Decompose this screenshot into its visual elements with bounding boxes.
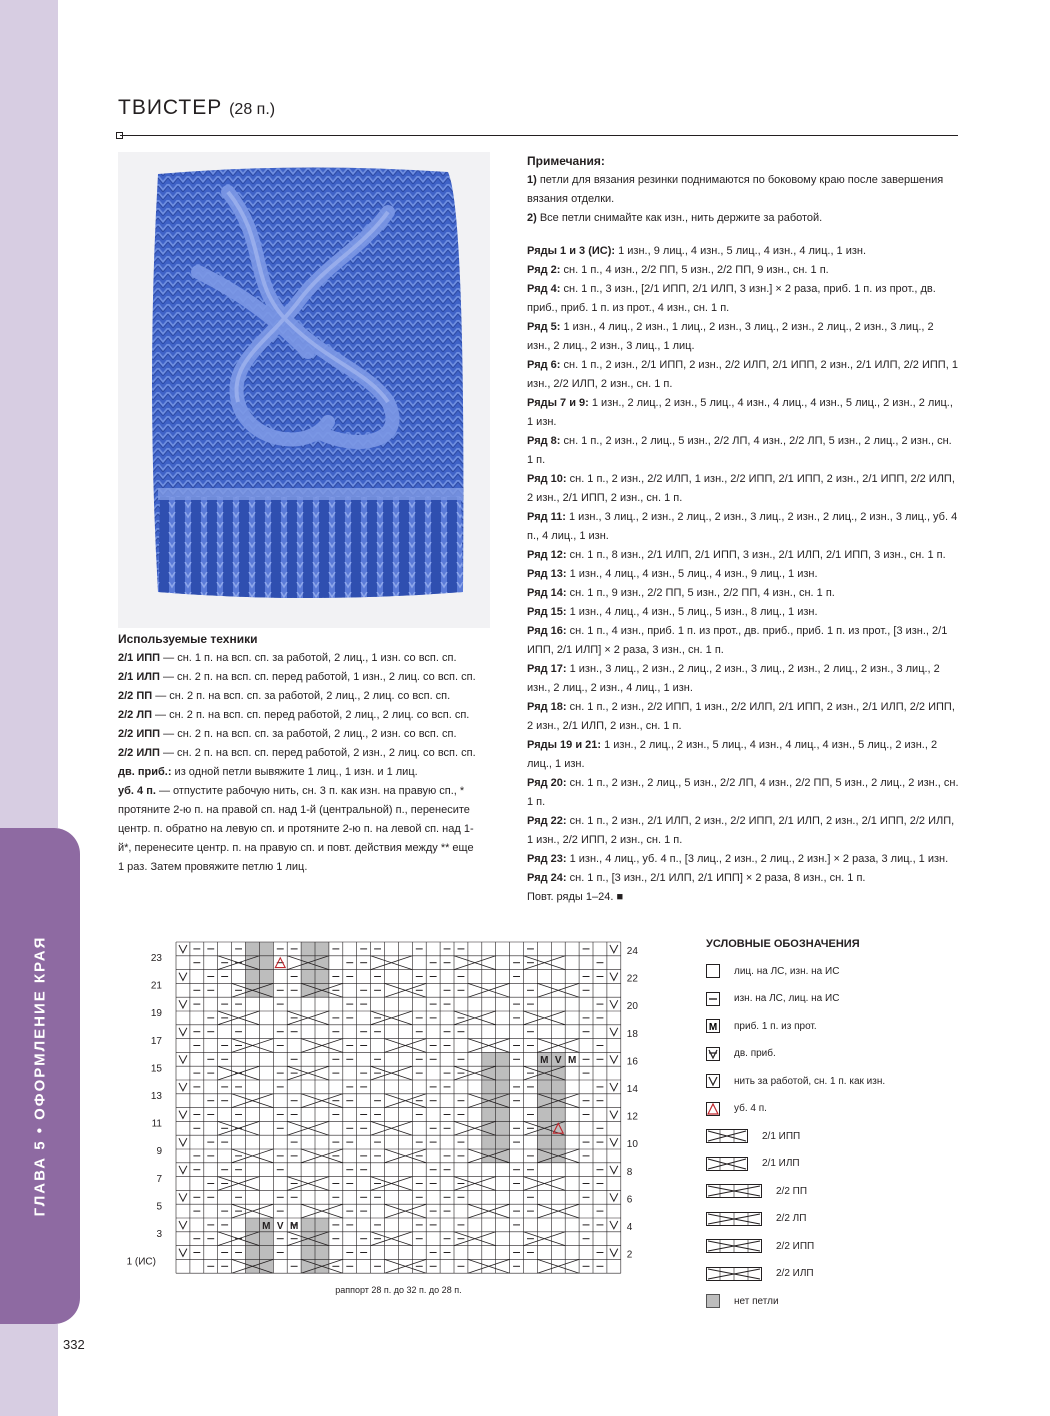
legend-label: приб. 1 п. из прот.: [734, 1020, 817, 1032]
slip-mark: [179, 1193, 187, 1201]
slip-mark: [610, 1166, 618, 1174]
row-instruction: Ряд 14: сн. 1 п., 9 изн., 2/2 ПП, 5 изн., 2/2 ПП, 4 изн., сн. 1 п.: [527, 587, 835, 599]
chart-row-label-right: 14: [626, 1084, 638, 1095]
chart-row-label-right: 6: [626, 1194, 633, 1206]
slip-mark: [610, 1111, 618, 1119]
techniques-heading: Используемые техники: [118, 632, 258, 646]
svg-text:M: M: [708, 1022, 718, 1033]
legend-row: [706, 1100, 767, 1118]
chart-row-label-right: 20: [626, 1001, 638, 1013]
chart-row-label-left: 1 (ИС): [126, 1256, 156, 1268]
slip-mark: [610, 1083, 618, 1091]
m1-mark: M: [540, 1055, 549, 1067]
row-instruction: Ряд 18: сн. 1 п., 2 изн., 2/2 ИПП, 1 изн., 2/2 ИЛП, 2/1 ИПП, 2 изн., 2/1 ИЛП, 2/2 ИПП, 2 изн., 2/1 ИЛП, 2 изн., сн. 1 п.: [527, 701, 955, 732]
legend-row: [706, 962, 840, 980]
chart-row-label-left: 21: [150, 980, 162, 992]
slip-mark: [179, 1249, 187, 1257]
row-instruction: Ряд 4: сн. 1 п., 3 изн., [2/1 ИПП, 2/1 ИЛП, 3 изн.] × 2 раза, приб. 1 п. из прот., дв. приб., приб. 1 п. из прот., 4 изн., сн. 1 п.: [527, 283, 936, 314]
legend-row: [706, 1045, 776, 1063]
slip-mark: [179, 973, 187, 981]
technique-item: уб. 4 п. — отпустите рабочую нить, сн. 3 п. как изн. на правую сп., * протяните 2-ю п. на правой сп. над 1-й (центральной) п., перенесите центр. п. обратно на левую сп. и протяните 2-ю п. на левой сп. над 1-й*, перенесите центр. п. на правую сп. и повт. действия между ** еще 1 раз. Затем провяжите петлю 1 лиц.: [118, 785, 474, 873]
row-instruction: Ряд 23: 1 изн., 4 лиц., уб. 4 п., [3 лиц., 2 изн., 2 лиц., 2 изн.] × 2 раза, 3 лиц., 1 изн.: [527, 853, 949, 865]
techniques-list: [118, 649, 478, 877]
slip-icon: [706, 1074, 720, 1088]
m1-mark: M: [262, 1220, 271, 1232]
slip-mark: [179, 1055, 187, 1063]
slip-mark: [179, 1111, 187, 1119]
technique-item: 2/2 ИПП — сн. 2 п. на всп. сп. за работой, 2 лиц., 2 изн. со всп. сп.: [118, 728, 457, 740]
row-instruction: Ряд 13: 1 изн., 4 лиц., 4 изн., 5 лиц., 4 изн., 9 лиц., 1 изн.: [527, 568, 818, 580]
slip-mark: [610, 1221, 618, 1229]
note-item: 2) Все петли снимайте как изн., нить держите за работой.: [527, 212, 823, 224]
row-instruction: Ряд 20: сн. 1 п., 2 изн., 2 лиц., 5 изн., 2/2 ЛП, 4 изн., 2/2 ПП, 5 изн., 2 лиц., 2 изн., сн. 1 п.: [527, 777, 959, 808]
knit-swatch-photo: [118, 152, 490, 628]
sidebar-top-band: [0, 0, 58, 828]
chart-row-label-left: 15: [150, 1063, 162, 1075]
legend-row: [706, 1182, 808, 1200]
chart-row-label-right: 2: [626, 1249, 633, 1261]
legend-label: 2/1 ИПП: [762, 1130, 801, 1142]
chart-row-label-right: 24: [626, 946, 638, 957]
technique-item: 2/2 ПП — сн. 2 п. на всп. сп. за работой, 2 лиц., 2 лиц. со всп. сп.: [118, 690, 451, 702]
slip-mark: [610, 1193, 618, 1201]
chart-row-label-right: 12: [626, 1111, 638, 1123]
cable-22-rc: [706, 1184, 762, 1198]
row-instruction: Ряды 19 и 21: 1 изн., 2 лиц., 2 изн., 5 лиц., 4 изн., 4 лиц., 4 изн., 5 лиц., 2 изн., 2 лиц., 1 изн.: [527, 739, 938, 770]
chart-row-label-left: 11: [151, 1118, 162, 1130]
legend-label: 2/2 ИЛП: [776, 1268, 814, 1279]
technique-item: дв. приб.: из одной петли вывяжите 1 лиц., 1 изн. и 1 лиц.: [118, 766, 418, 778]
row-instruction: Ряд 6: сн. 1 п., 2 изн., 2/1 ИПП, 2 изн., 2/2 ИЛП, 2/1 ИПП, 2 изн., 2/1 ИЛП, 2/2 ИПП, 1 изн., 2/2 ИЛП, 2 изн., сн. 1 п.: [527, 359, 958, 390]
legend-row: [706, 1265, 814, 1283]
technique-item: 2/2 ИЛП — сн. 2 п. на всп. сп. перед работой, 2 изн., 2 лиц. со всп. сп.: [118, 747, 476, 759]
technique-item: 2/1 ИЛП — сн. 2 п. на всп. сп. перед работой, 1 изн., 2 лиц. со всп. сп.: [118, 671, 476, 683]
slip-mark: [179, 1221, 187, 1229]
purl-dash: [706, 992, 720, 1006]
knit-square: [706, 964, 720, 978]
notes-section: [527, 152, 959, 907]
row-instruction: Ряды 7 и 9: 1 изн., 2 лиц., 2 изн., 5 лиц., 4 изн., 4 лиц., 4 изн., 5 лиц., 2 изн., 2 лиц., 1 изн.: [527, 397, 953, 428]
technique-item: 2/1 ИПП — сн. 1 п. на всп. сп. за работой, 2 лиц., 1 изн. со всп. сп.: [118, 652, 457, 664]
no-stitch: [706, 1294, 720, 1308]
legend-heading: УСЛОВНЫЕ ОБОЗНАЧЕНИЯ: [706, 938, 860, 950]
legend-row: [706, 1017, 817, 1035]
row-instruction: Ряд 17: 1 изн., 3 лиц., 2 изн., 2 лиц., 2 изн., 3 лиц., 2 изн., 2 лиц., 2 изн., 3 лиц., 2 изн., 2 лиц., 2 изн., 4 лиц., 1 изн.: [527, 663, 940, 694]
legend-row: [706, 1292, 779, 1310]
title-main: ТВИСТЕР: [118, 96, 223, 119]
page-number: 332: [63, 1337, 85, 1352]
legend-row: [706, 1072, 886, 1090]
legend-row: [706, 1237, 815, 1255]
legend-row: [706, 1155, 800, 1173]
slip-mark: [179, 1166, 187, 1174]
row-instruction: Ряд 15: 1 изн., 4 лиц., 4 изн., 5 лиц., 5 изн., 8 лиц., 1 изн.: [527, 606, 818, 618]
notes-heading: Примечания:: [527, 154, 605, 168]
row-instruction: Ряд 11: 1 изн., 3 лиц., 2 изн., 2 лиц., 2 изн., 3 лиц., 2 изн., 2 лиц., 2 изн., 3 лиц., уб. 4 п., 4 лиц., 1 изн.: [527, 511, 958, 542]
chart-row-label-left: 13: [150, 1091, 162, 1103]
cable-22-lpc: [706, 1267, 762, 1281]
repeat-note: Повт. ряды 1–24. ■: [527, 891, 624, 903]
cable-22-lc: [706, 1212, 762, 1226]
slip-mark: [610, 1055, 618, 1063]
legend-row: [706, 990, 840, 1008]
row-instruction: Ряд 22: сн. 1 п., 2 изн., 2/1 ИЛП, 2 изн., 2/2 ИПП, 2/1 ИЛП, 2 изн., 2/1 ИПП, 2/2 ИЛП, 1 изн., 2/2 ИПП, 2 изн., сн. 1 п.: [527, 815, 955, 846]
row-instruction: Ряд 5: 1 изн., 4 лиц., 2 изн., 1 лиц., 2 изн., 3 лиц., 2 изн., 2 лиц., 2 изн., 3 лиц., 2 изн., 2 лиц., 2 изн., 3 лиц., 1 лиц.: [527, 321, 934, 352]
slip-mark: [610, 1138, 618, 1146]
legend-label: 2/2 ПП: [776, 1185, 808, 1197]
legend-row: [706, 1210, 807, 1228]
title-rule: [120, 135, 958, 136]
chart-row-label-left: 19: [150, 1008, 162, 1020]
slip-mark: [179, 945, 187, 953]
knitting-chart: [120, 938, 640, 1308]
m1-icon: [706, 1019, 720, 1033]
legend-label: 2/2 ИПП: [776, 1240, 815, 1252]
cable-21-rpc: [706, 1129, 748, 1143]
chart-row-label-left: 17: [150, 1035, 162, 1047]
row-instruction: Ряд 8: сн. 1 п., 2 изн., 2 лиц., 5 изн., 2/2 ЛП, 4 изн., 2/2 ЛП, 5 изн., 2 лиц., 2 изн., сн. 1 п.: [527, 435, 952, 466]
double-inc-mark: V: [276, 1220, 284, 1232]
row-instruction: Ряд 10: сн. 1 п., 2 изн., 2/2 ИЛП, 1 изн., 2/2 ИПП, 2/1 ИПП, 2 изн., 2/1 ИПП, 2/2 ИЛП, 2 изн., 2/1 ИПП, 2 изн., сн. 1 п.: [527, 473, 955, 504]
slip-mark: [610, 1249, 618, 1257]
chart-caption: раппорт 28 п. до 32 п. до 28 п.: [335, 1285, 462, 1296]
legend-label: уб. 4 п.: [734, 1103, 767, 1114]
sidebar-bottom-band: [0, 1324, 58, 1416]
chart-row-label-right: 8: [626, 1166, 633, 1178]
legend-label: лиц. на ЛС, изн. на ИС: [734, 965, 840, 977]
chart-row-label-left: 3: [156, 1229, 162, 1241]
legend-label: нить за работой, сн. 1 п. как изн.: [734, 1075, 886, 1087]
techniques-section: [118, 630, 478, 877]
slip-mark: [610, 1028, 618, 1036]
chart-row-label-right: 22: [626, 973, 638, 985]
slip-mark: [179, 1083, 187, 1091]
legend-label: 2/1 ИЛП: [762, 1158, 800, 1169]
chart-row-label-right: 18: [626, 1028, 638, 1040]
title-sub: (28 п.): [229, 101, 276, 118]
slip-mark: [610, 1000, 618, 1008]
legend-label: нет петли: [734, 1295, 779, 1307]
slip-mark: [179, 1028, 187, 1036]
chart-row-label-right: 10: [626, 1139, 638, 1151]
slip-mark: [610, 945, 618, 953]
row-instruction: Ряд 24: сн. 1 п., [3 изн., 2/1 ИЛП, 2/1 ИПП] × 2 раза, 8 изн., сн. 1 п.: [527, 872, 866, 884]
slip-mark: [610, 973, 618, 981]
page-title: [118, 96, 275, 120]
dec4-icon: [706, 1102, 720, 1116]
double-inc-icon: [706, 1047, 720, 1061]
chart-row-label-left: 23: [150, 953, 162, 965]
slip-mark: [179, 1000, 187, 1008]
legend-label: изн. на ЛС, лиц. на ИС: [734, 993, 840, 1004]
row-instruction: Ряд 2: сн. 1 п., 4 изн., 2/2 ПП, 5 изн., 2/2 ПП, 9 изн., сн. 1 п.: [527, 264, 829, 276]
legend-row: [706, 1127, 801, 1145]
row-instructions: [527, 242, 959, 888]
chart-row-label-right: 4: [626, 1222, 633, 1233]
row-instruction: Ряд 12: сн. 1 п., 8 изн., 2/1 ИЛП, 2/1 ИПП, 3 изн., 2/1 ИЛП, 2/1 ИПП, 3 изн., сн. 1 п.: [527, 549, 946, 561]
cable-22-rpc: [706, 1239, 762, 1253]
chart-row-label-left: 5: [156, 1201, 162, 1213]
row-instruction: Ряд 16: сн. 1 п., 4 изн., приб. 1 п. из прот., дв. приб., приб. 1 п. из прот., [3 изн., 2/1 ИПП, 2/1 ИЛП] × 2 раза, 3 изн., сн. 1 п.: [527, 625, 948, 656]
chart-row-label-right: 16: [626, 1056, 638, 1068]
cable-21-lpc: [706, 1157, 748, 1171]
legend-label: 2/2 ЛП: [776, 1213, 807, 1224]
chapter-label: ГЛАВА 5 • ОФОРМЛЕНИЕ КРАЯ: [31, 935, 49, 1217]
chart-row-label-left: 7: [156, 1173, 162, 1185]
note-item: 1) петли для вязания резинки поднимаются по боковому краю после завершения вязания отделки.: [527, 174, 944, 205]
m1-mark: M: [567, 1055, 577, 1067]
legend-label: дв. приб.: [734, 1048, 776, 1059]
m1-mark: M: [289, 1220, 299, 1232]
legend: [706, 938, 956, 1307]
chart-row-label-left: 9: [156, 1146, 162, 1158]
slip-mark: [179, 1138, 187, 1146]
technique-item: 2/2 ЛП — сн. 2 п. на всп. сп. перед работой, 2 лиц., 2 лиц. со всп. сп.: [118, 709, 470, 721]
double-inc-mark: V: [554, 1055, 562, 1067]
row-instruction: Ряды 1 и 3 (ИС): 1 изн., 9 лиц., 4 изн., 5 лиц., 4 изн., 4 лиц., 1 изн.: [527, 245, 867, 257]
